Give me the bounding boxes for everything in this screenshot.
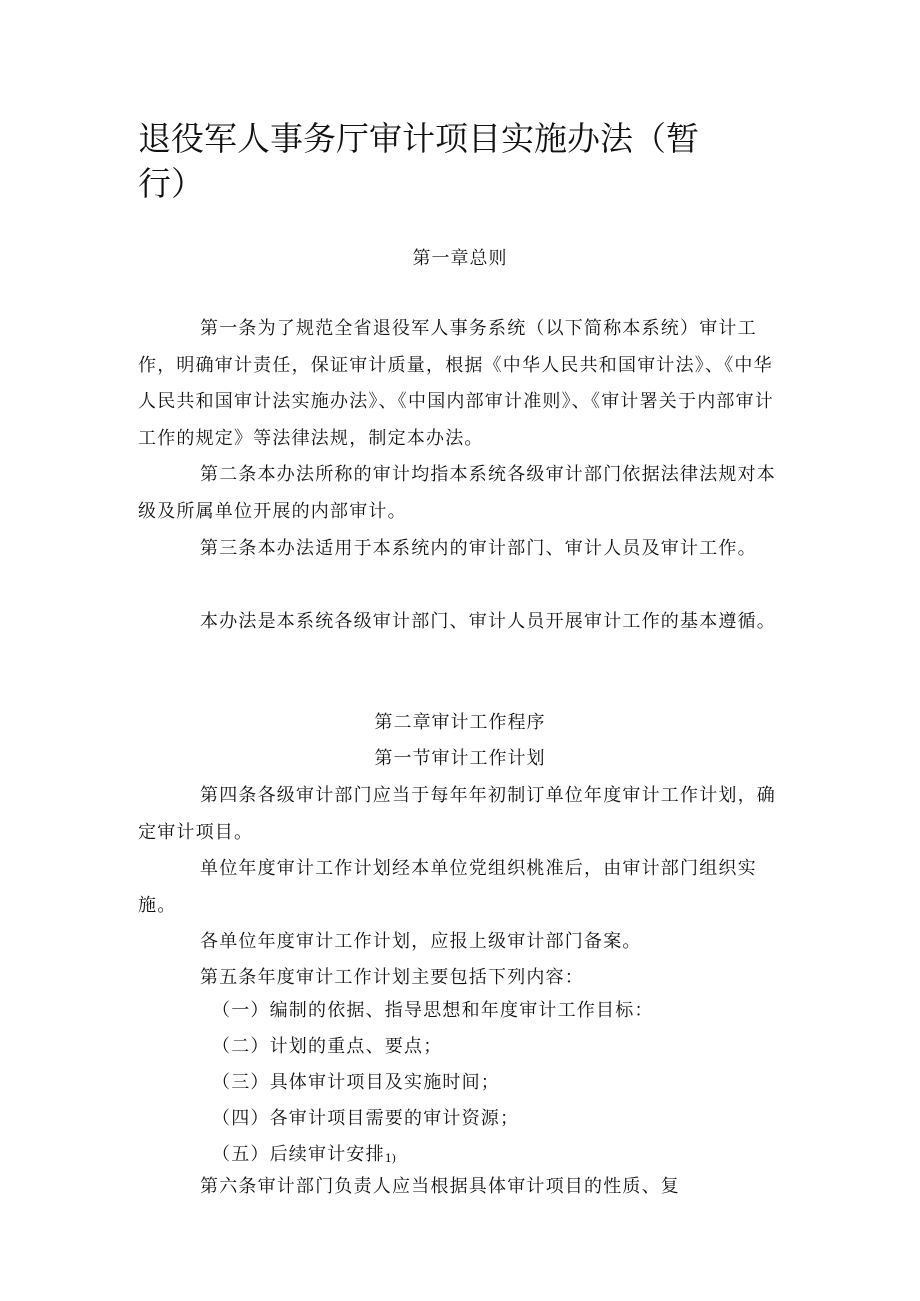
article-2: 第二条本办法所称的审计均指本系统各级审计部门依据法律法规对本级及所属单位开展的内部审计。: [138, 464, 776, 522]
list-item: （一）编制的依据、指导思想和年度审计工作目标：: [212, 1000, 654, 1021]
article-5: 第五条年度审计工作计划主要包括下列内容：: [200, 967, 584, 988]
chapter-1-heading: 第一章总则: [412, 248, 508, 269]
article-6: 第六条审计部门负责人应当根据具体审计项目的性质、复: [200, 1176, 680, 1197]
list-item: （二）计划的重点、要点；: [212, 1036, 443, 1057]
footnote-mark: 1): [384, 1152, 397, 1165]
list-item: （三）具体审计项目及实施时间；: [212, 1072, 500, 1093]
article-4: 第四条各级审计部门应当于每年年初制订单位年度审计工作计划，确定审计项目。: [138, 785, 776, 843]
list-item: （四）各审计项目需要的审计资源；: [212, 1108, 520, 1129]
article-3: 第三条本办法适用于本系统内的审计部门、审计人员及审计工作。: [200, 538, 757, 559]
article-3-paragraph-2: 本办法是本系统各级审计部门、审计人员开展审计工作的基本遵循。: [200, 611, 776, 632]
section-1-heading: 第一节审计工作计划: [374, 748, 546, 769]
article-4-paragraph-2: 单位年度审计工作计划经本单位党组织桃准后，由审计部门组织实施。: [138, 858, 757, 916]
chapter-2-heading: 第二章审计工作程序: [374, 712, 546, 733]
list-item-5-text: （五）后续审计安排: [212, 1144, 385, 1165]
document-title: 退役军人事务厅审计项目实施办法（暂行）: [138, 119, 699, 203]
article-4-paragraph-3: 各单位年度审计工作计划，应报上级审计部门备案。: [200, 931, 642, 952]
list-item-5: [212, 1142, 772, 1172]
article-1: 第一条为了规范全省退役军人事务系统（以下简称本系统）审计工作，明确审计责任，保证审计质量，根据《中华人民共和国审计法》、《中华人民共和国审计法实施办法》、《中国内部审计准则》、《审计署关于内部审计工作的规定》等法律法规，制定本办法。: [138, 318, 774, 449]
